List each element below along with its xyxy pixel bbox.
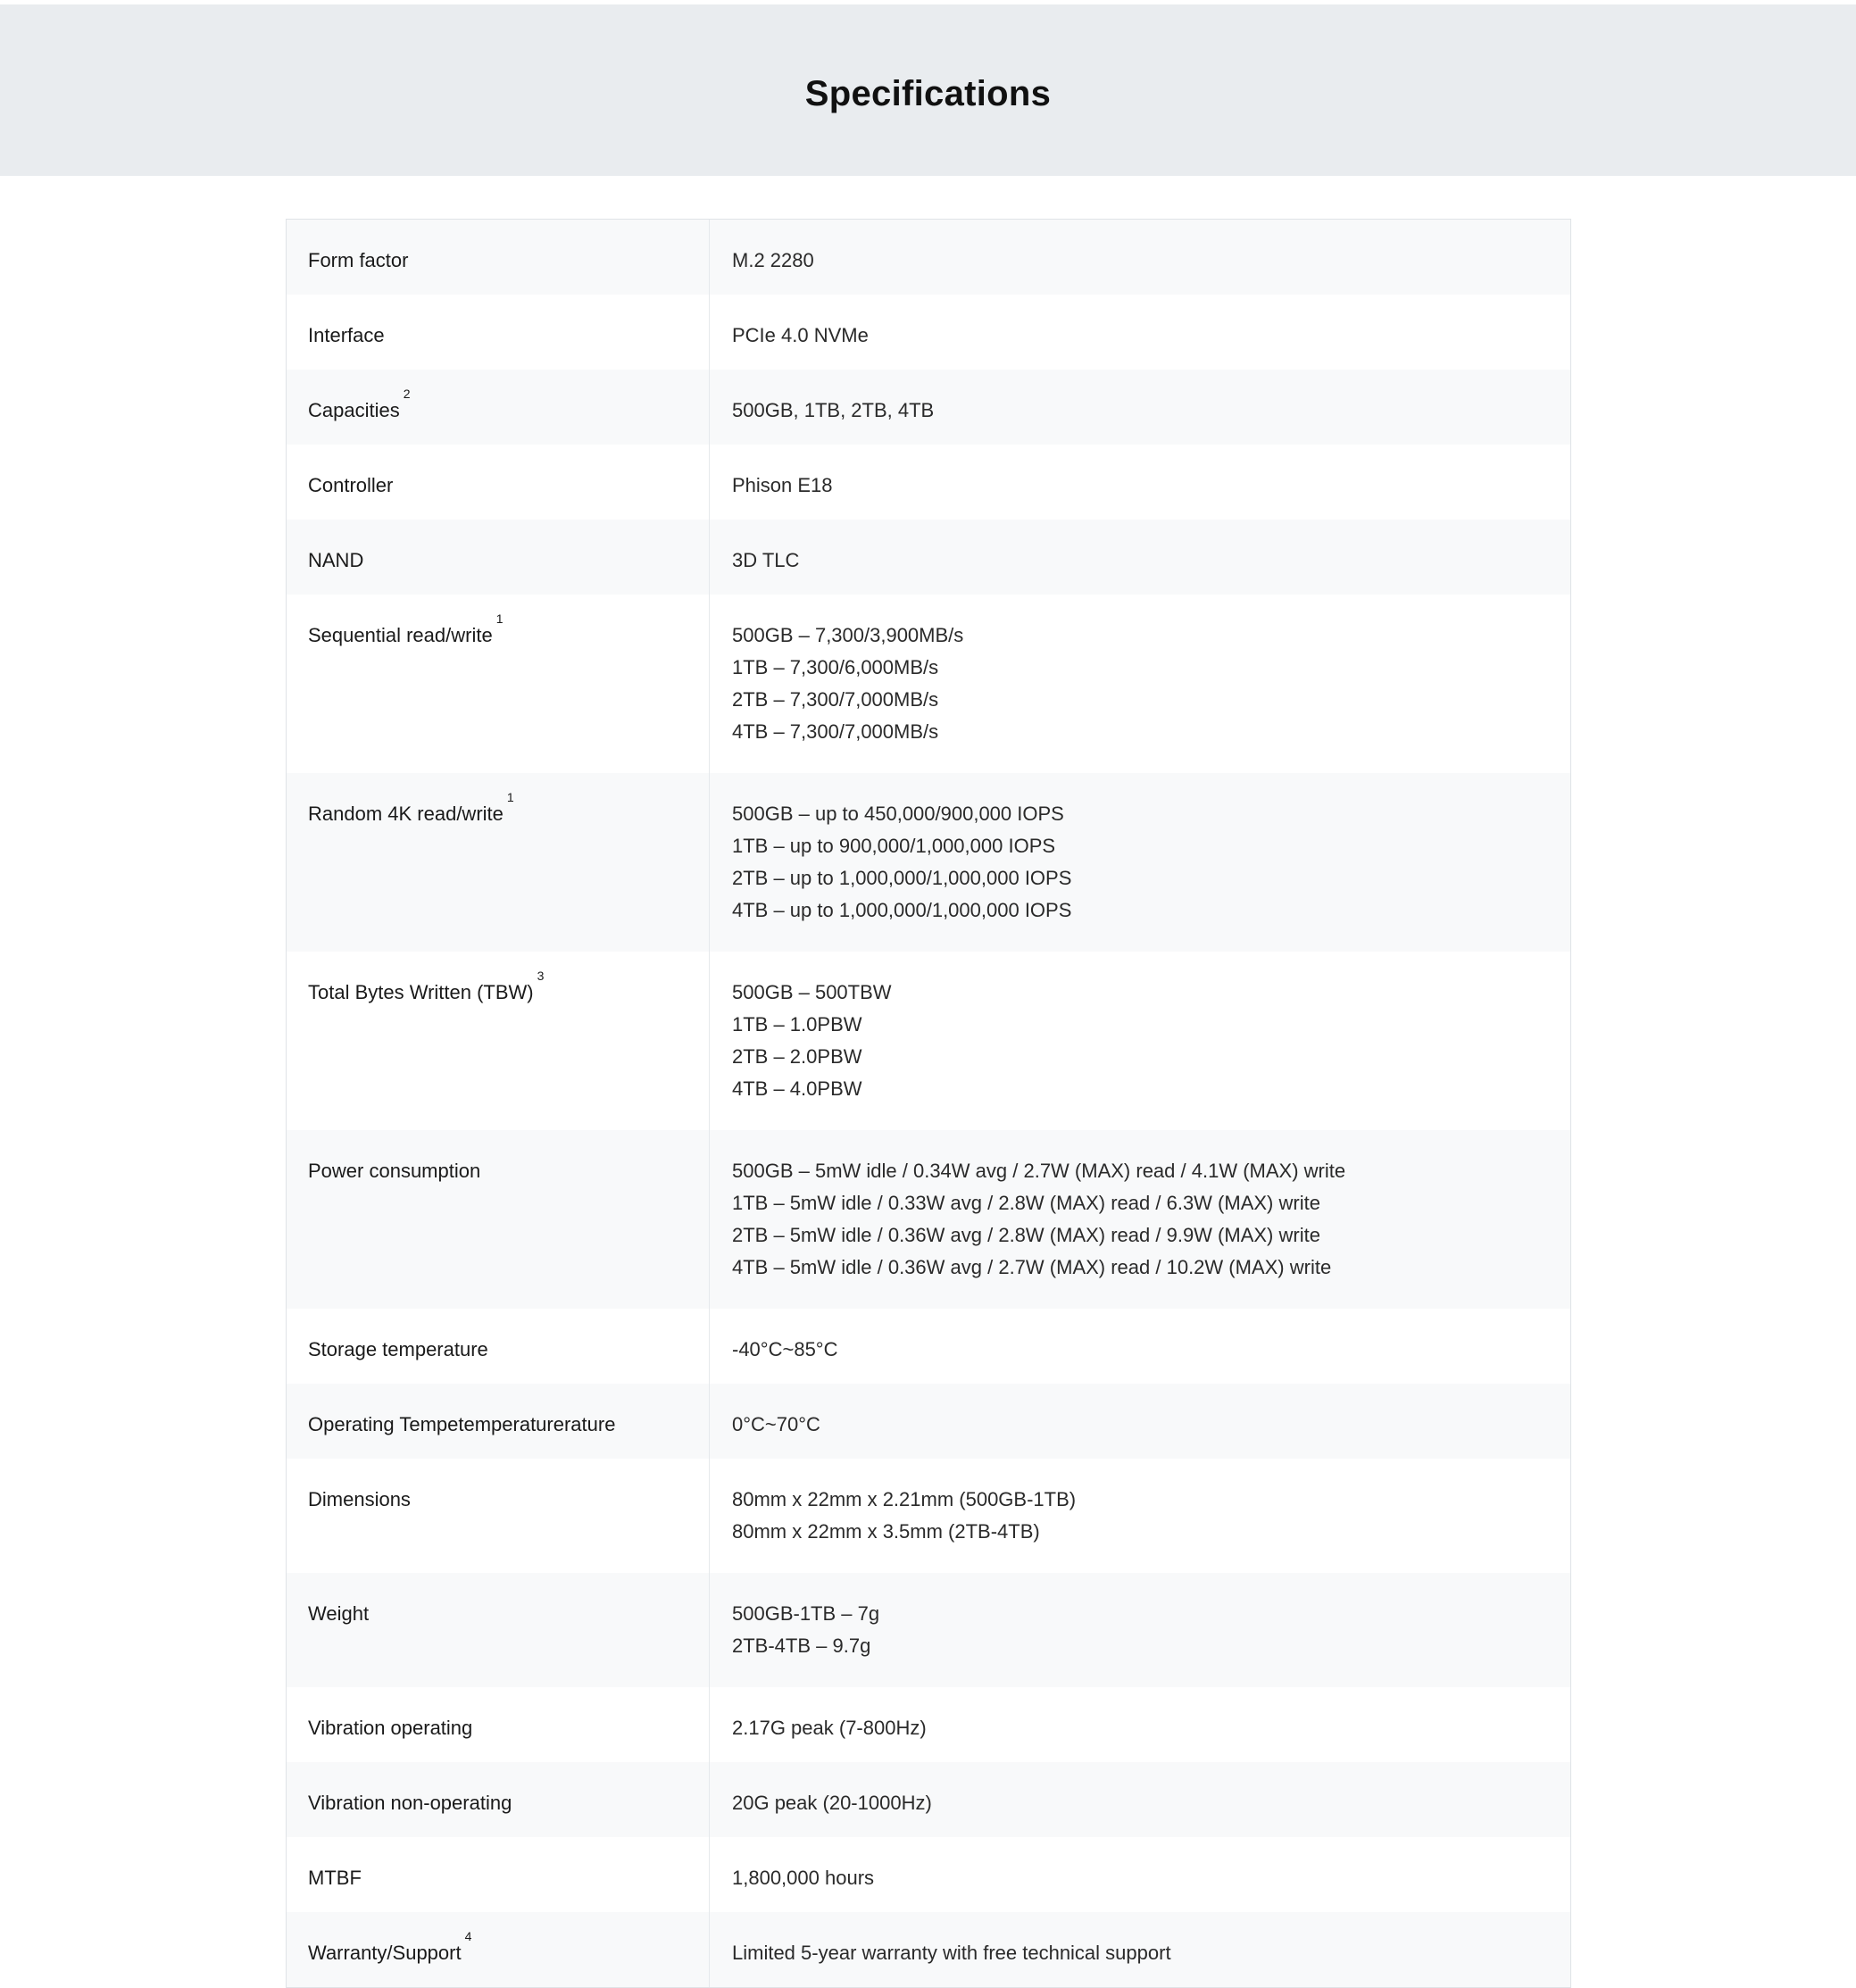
spec-row (287, 595, 1570, 773)
spec-label (287, 445, 710, 520)
spec-value (710, 1130, 1570, 1309)
spec-label (287, 295, 710, 370)
spec-value-line: 2TB – 2.0PBW (732, 1045, 862, 1068)
footnote-marker: 1 (495, 611, 504, 626)
spec-row (287, 1459, 1570, 1573)
spec-value-line: 500GB, 1TB, 2TB, 4TB (732, 399, 935, 421)
spec-value (710, 1762, 1570, 1837)
spec-value-line: 1,800,000 hours (732, 1867, 875, 1889)
spec-label (287, 595, 710, 773)
spec-value (710, 773, 1570, 952)
spec-value-line: 500GB – up to 450,000/900,000 IOPS (732, 803, 1064, 825)
spec-value (710, 1573, 1570, 1687)
spec-row (287, 1130, 1570, 1309)
spec-value (710, 595, 1570, 773)
spec-label-text: Capacities (308, 399, 400, 421)
spec-value-line: 1TB – up to 900,000/1,000,000 IOPS (732, 835, 1056, 857)
spec-label (287, 370, 710, 445)
spec-row (287, 520, 1570, 595)
spec-label-text: Dimensions (308, 1488, 411, 1510)
spec-label-text: Vibration operating (308, 1717, 473, 1739)
footnote-marker: 2 (403, 387, 411, 401)
spec-row (287, 220, 1570, 295)
spec-label-text: Vibration non-operating (308, 1792, 512, 1814)
spec-value-line: 0°C~70°C (732, 1413, 820, 1435)
spec-label-text: Weight (308, 1602, 370, 1625)
spec-label (287, 1130, 710, 1309)
spec-row (287, 1309, 1570, 1384)
spec-value-line: 500GB-1TB – 7g (732, 1602, 880, 1625)
spec-row (287, 445, 1570, 520)
spec-value-line: 4TB – up to 1,000,000/1,000,000 IOPS (732, 899, 1072, 921)
spec-label-text: Form factor (308, 249, 409, 271)
spec-label (287, 1573, 710, 1687)
spec-label-text: Warranty/Support (308, 1942, 462, 1964)
spec-value-line: M.2 2280 (732, 249, 814, 271)
spec-value-line: 2TB – 7,300/7,000MB/s (732, 688, 939, 711)
spec-label (287, 1837, 710, 1912)
spec-row (287, 773, 1570, 952)
spec-label (287, 1912, 710, 1987)
spec-value-line: PCIe 4.0 NVMe (732, 324, 869, 346)
spec-value-line: 1TB – 5mW idle / 0.33W avg / 2.8W (MAX) read / 6.3W (MAX) write (732, 1192, 1320, 1214)
spec-value-line: 500GB – 500TBW (732, 981, 892, 1003)
spec-value-line: 1TB – 7,300/6,000MB/s (732, 656, 939, 678)
spec-row (287, 1384, 1570, 1459)
spec-label (287, 1384, 710, 1459)
spec-value (710, 1912, 1570, 1987)
page-title: Specifications (804, 74, 1052, 113)
spec-value (710, 370, 1570, 445)
spec-label-text: Controller (308, 474, 394, 496)
spec-label (287, 1309, 710, 1384)
spec-value-line: 20G peak (20-1000Hz) (732, 1792, 932, 1814)
spec-value (710, 295, 1570, 370)
spec-table (286, 219, 1571, 1988)
spec-label-text: Power consumption (308, 1160, 481, 1182)
spec-value (710, 1309, 1570, 1384)
spec-value (710, 1459, 1570, 1573)
spec-value-line: Limited 5-year warranty with free technical support (732, 1942, 1171, 1964)
spec-label (287, 1762, 710, 1837)
spec-label (287, 1459, 710, 1573)
spec-value-line: 80mm x 22mm x 3.5mm (2TB-4TB) (732, 1520, 1040, 1543)
spec-value (710, 220, 1570, 295)
spec-label-text: MTBF (308, 1867, 362, 1889)
spec-value-line: 4TB – 4.0PBW (732, 1077, 862, 1100)
spec-label-text: Random 4K read/write (308, 803, 504, 825)
spec-label-text: Sequential read/write (308, 624, 493, 646)
spec-value (710, 520, 1570, 595)
spec-value-line: 4TB – 7,300/7,000MB/s (732, 720, 939, 743)
spec-value-line: 500GB – 7,300/3,900MB/s (732, 624, 964, 646)
footnote-marker: 1 (506, 790, 514, 804)
spec-value (710, 445, 1570, 520)
spec-label (287, 520, 710, 595)
spec-row (287, 370, 1570, 445)
spec-label (287, 1687, 710, 1762)
spec-row (287, 1687, 1570, 1762)
spec-value-line: Phison E18 (732, 474, 833, 496)
spec-row (287, 1912, 1570, 1987)
spec-row (287, 1837, 1570, 1912)
spec-value-line: 80mm x 22mm x 2.21mm (500GB-1TB) (732, 1488, 1077, 1510)
spec-value-line: 2.17G peak (7-800Hz) (732, 1717, 927, 1739)
spec-value-line: 3D TLC (732, 549, 800, 571)
spec-value-line: 2TB-4TB – 9.7g (732, 1634, 871, 1657)
spec-label-text: Operating Tempetemperaturerature (308, 1413, 616, 1435)
spec-value-line: 2TB – 5mW idle / 0.36W avg / 2.8W (MAX) read / 9.9W (MAX) write (732, 1224, 1320, 1246)
spec-label-text: NAND (308, 549, 364, 571)
spec-row (287, 1573, 1570, 1687)
spec-value (710, 1687, 1570, 1762)
spec-row (287, 295, 1570, 370)
spec-label-text: Storage temperature (308, 1338, 488, 1360)
spec-label-text: Total Bytes Written (TBW) (308, 981, 534, 1003)
spec-value-line: -40°C~85°C (732, 1338, 838, 1360)
spec-value-line: 2TB – up to 1,000,000/1,000,000 IOPS (732, 867, 1072, 889)
spec-row (287, 952, 1570, 1130)
header-band (0, 4, 1856, 176)
spec-row (287, 1762, 1570, 1837)
spec-label (287, 952, 710, 1130)
spec-value (710, 1384, 1570, 1459)
spec-label (287, 220, 710, 295)
spec-value-line: 1TB – 1.0PBW (732, 1013, 862, 1036)
spec-value-line: 500GB – 5mW idle / 0.34W avg / 2.7W (MAX) read / 4.1W (MAX) write (732, 1160, 1346, 1182)
spec-label (287, 773, 710, 952)
footnote-marker: 3 (537, 969, 545, 983)
spec-value-line: 4TB – 5mW idle / 0.36W avg / 2.7W (MAX) read / 10.2W (MAX) write (732, 1256, 1332, 1278)
footnote-marker: 4 (464, 1929, 472, 1943)
spec-value (710, 952, 1570, 1130)
spec-label-text: Interface (308, 324, 385, 346)
spec-value (710, 1837, 1570, 1912)
